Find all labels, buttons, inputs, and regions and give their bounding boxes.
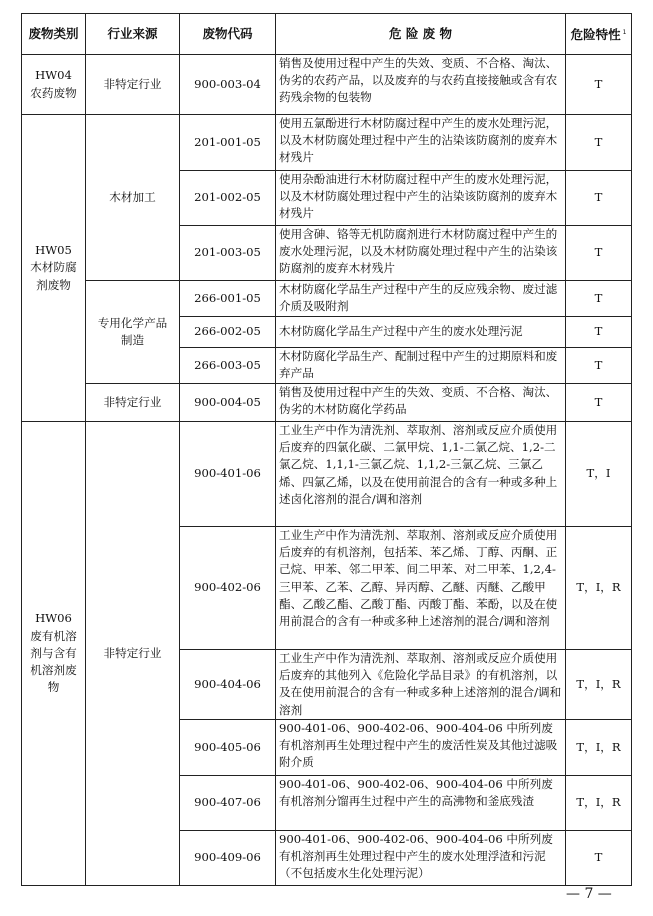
code-cell: 201-002-05 — [180, 171, 276, 226]
category-cell — [22, 55, 86, 115]
code-cell: 900-003-04 — [180, 55, 276, 115]
property-cell: T — [566, 317, 632, 348]
hazard-description: 销售及使用过程中产生的失效、变质、不合格、淘汰、伪劣的农药产品，以及废弃的与农药直接接触或含有农药残余物的包装物 — [276, 55, 566, 115]
property-cell: T，I，R — [566, 527, 632, 650]
hazard-description: 木材防腐化学品生产过程中产生的废水处理污泥 — [276, 317, 566, 348]
hazard-description: 工业生产中作为清洗剂、萃取剂、溶剂或反应介质使用后废弃的四氯化碳、二氯甲烷、1,1-二氯乙烷、1,2-二氯乙烷、1,1,1-三氯乙烷、1,1,2-三氯乙烷、三氯乙烯、四氯乙烯，以及在使用前混合的含有一种或多种上述卤化溶剂的混合/调和溶剂 — [276, 422, 566, 527]
property-cell: T — [566, 226, 632, 281]
hazard-description: 木材防腐化学品生产、配制过程中产生的过期原料和废弃产品 — [276, 348, 566, 384]
code-cell: 201-003-05 — [180, 226, 276, 281]
page-number: — 7 — — [566, 886, 612, 902]
property-cell: T，I，R — [566, 775, 632, 830]
property-cell: T — [566, 384, 632, 422]
property-cell: T，I — [566, 422, 632, 527]
property-cell: T — [566, 830, 632, 885]
table-header-row — [22, 14, 632, 55]
code-cell: 900-405-06 — [180, 719, 276, 775]
table-row — [22, 384, 632, 422]
header-code: 废物代码 — [180, 14, 276, 55]
category-cell — [22, 422, 86, 886]
property-cell: T — [566, 115, 632, 171]
industry-cell: 非特定行业 — [86, 55, 180, 115]
table-row — [22, 115, 632, 171]
header-hazard: 危 险 废 物 — [276, 14, 566, 55]
hazard-description: 900-401-06、900-402-06、900-404-06 中所列废有机溶剂再生处理过程中产生的废活性炭及其他过滤吸附介质 — [276, 719, 566, 775]
code-cell: 900-404-06 — [180, 650, 276, 720]
code-cell: 900-409-06 — [180, 830, 276, 885]
industry-cell: 非特定行业 — [86, 422, 180, 886]
code-cell: 900-004-05 — [180, 384, 276, 422]
industry-cell — [86, 281, 180, 384]
category-text: HW05 木材防腐 剂废物 — [30, 243, 77, 292]
header-property-label: 危险特性 — [570, 27, 621, 43]
hazard-description: 工业生产中作为清洗剂、萃取剂、溶剂或反应介质使用后废弃的有机溶剂，包括苯、苯乙烯、丁醇、丙酮、正己烷、甲苯、邻二甲苯、间二甲苯、对二甲苯、1,2,4-三甲苯、乙苯、乙醇、异丙醇、乙醚、丙醚、乙酸甲酯、乙酸乙酯、乙酸丁酯、丙酸丁酯、苯酚，以及在使用前混合的含有一种或多种上述溶剂的混合/调和溶剂 — [276, 527, 566, 650]
industry-cell: 非特定行业 — [86, 384, 180, 422]
property-cell: T，I，R — [566, 650, 632, 720]
industry-text: 专用化学产品 制造 — [97, 315, 168, 347]
category-text: HW04 农药废物 — [30, 68, 77, 100]
property-cell: T — [566, 348, 632, 384]
property-cell: T，I，R — [566, 719, 632, 775]
code-cell: 900-402-06 — [180, 527, 276, 650]
table-row — [22, 422, 632, 527]
hazard-description: 使用杂酚油进行木材防腐过程中产生的废水处理污泥，以及木材防腐处理过程中产生的沾染该防腐剂的废弃木材残片 — [276, 171, 566, 226]
hazard-description: 使用含砷、铬等无机防腐剂进行木材防腐过程中产生的废水处理污泥，以及木材防腐处理过程中产生的沾染该防腐剂的废弃木材残片 — [276, 226, 566, 281]
category-text: HW06 废有机溶 剂与含有 机溶剂废 物 — [30, 611, 77, 695]
property-cell: T — [566, 55, 632, 115]
code-cell: 266-002-05 — [180, 317, 276, 348]
property-cell: T — [566, 171, 632, 226]
header-industry: 行业来源 — [86, 14, 180, 55]
code-cell: 266-003-05 — [180, 348, 276, 384]
hazard-description: 销售及使用过程中产生的失效、变质、不合格、淘汰、伪劣的木材防腐化学药品 — [276, 384, 566, 422]
table-row — [22, 281, 632, 317]
hazard-description: 900-401-06、900-402-06、900-404-06 中所列废有机溶剂再生处理过程中产生的废水处理浮渣和污泥（不包括废水生化处理污泥） — [276, 830, 566, 885]
industry-cell: 木材加工 — [86, 115, 180, 281]
hazard-description: 使用五氯酚进行木材防腐过程中产生的废水处理污泥，以及木材防腐处理过程中产生的沾染该防腐剂的废弃木材残片 — [276, 115, 566, 171]
header-category: 废物类别 — [22, 14, 86, 55]
code-cell: 266-001-05 — [180, 281, 276, 317]
table-row — [22, 55, 632, 115]
header-property — [566, 14, 632, 55]
category-cell — [22, 115, 86, 422]
property-cell: T — [566, 281, 632, 317]
hazard-description: 工业生产中作为清洗剂、萃取剂、溶剂或反应介质使用后废弃的其他列入《危险化学品目录》的有机溶剂，以及在使用前混合的含有一种或多种上述溶剂的混合/调和溶剂 — [276, 650, 566, 720]
hazard-description: 木材防腐化学品生产过程中产生的反应残余物、废过滤介质及吸附剂 — [276, 281, 566, 317]
hazard-description: 900-401-06、900-402-06、900-404-06 中所列废有机溶剂分馏再生过程中产生的高沸物和釜底残渣 — [276, 775, 566, 830]
code-cell: 201-001-05 — [180, 115, 276, 171]
code-cell: 900-407-06 — [180, 775, 276, 830]
hazardous-waste-table — [21, 13, 632, 886]
code-cell: 900-401-06 — [180, 422, 276, 527]
header-property-footnote: 1 — [622, 29, 627, 37]
